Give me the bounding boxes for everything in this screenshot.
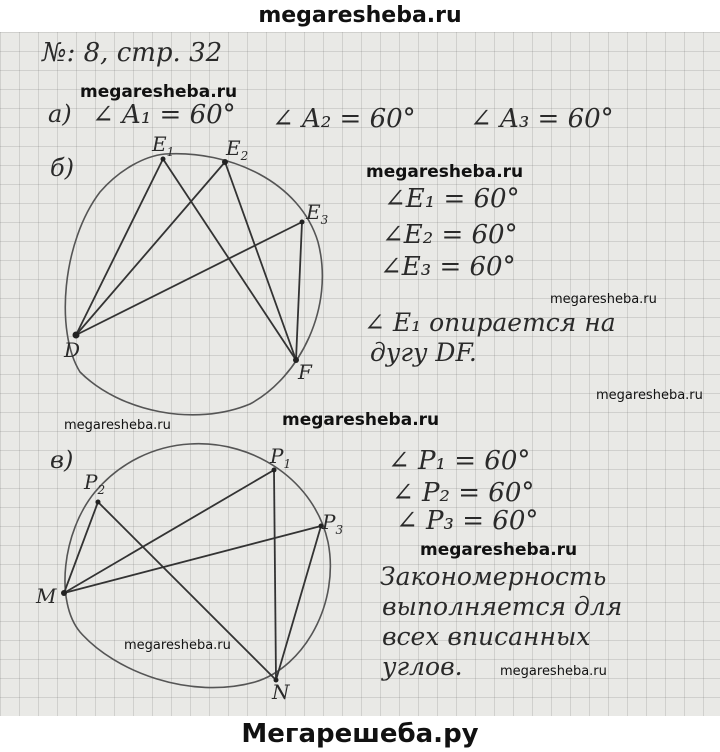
angle-p2: ∠ P₂ = 60° [392, 478, 535, 508]
angle-p3: ∠ P₃ = 60° [396, 506, 539, 536]
chord-m-p3 [64, 526, 321, 593]
point-label-e2: $E_2$ [226, 136, 249, 163]
conclusion-line-4: углов. [382, 652, 463, 681]
watermark-7: megaresheba.ru [420, 540, 578, 560]
point-label-d: D [64, 338, 81, 362]
watermark-9: megaresheba.ru [500, 664, 607, 679]
point-label-e3: $E_3$ [306, 200, 329, 227]
site-footer: Мегарешеба.ру [0, 716, 720, 752]
conclusion-line-3: всех вписанных [382, 622, 591, 651]
chord-e3-f [296, 222, 302, 360]
chord-d-e2 [76, 162, 225, 335]
angle-a1: ∠ A₁ = 60° [92, 100, 236, 130]
site-header: megaresheba.ru [0, 0, 720, 32]
circle-b [65, 154, 322, 415]
part-c-marker: в) [50, 446, 74, 474]
chord-p1-n [274, 470, 276, 680]
part-b-marker: б) [50, 154, 75, 182]
angle-e2: ∠E₂ = 60° [382, 220, 518, 250]
watermark-3: megaresheba.ru [550, 292, 657, 307]
angle-e1: ∠E₁ = 60° [384, 184, 520, 214]
watermark-1: megaresheba.ru [80, 82, 238, 102]
chord-p3-n [276, 526, 321, 680]
point-label-e1: $E_1$ [152, 132, 175, 159]
angle-p1: ∠ P₁ = 60° [388, 446, 531, 476]
point-label-f: F [298, 360, 312, 384]
point-label-p1: $P_1$ [270, 444, 292, 471]
conclusion-line-1: Закономерность [380, 562, 607, 591]
task-number: №: 8, стр. 32 [42, 38, 223, 68]
watermark-4: megaresheba.ru [596, 388, 703, 403]
angle-a3: ∠ A₃ = 60° [470, 104, 614, 134]
watermark-8: megaresheba.ru [124, 638, 231, 653]
note-line-2: дугу DF. [370, 338, 477, 367]
angle-e3: ∠E₃ = 60° [380, 252, 516, 282]
watermark-5: megaresheba.ru [64, 418, 171, 433]
watermark-6: megaresheba.ru [282, 410, 440, 430]
part-a-marker: а) [48, 100, 72, 128]
notebook-page [0, 32, 720, 716]
point-label-p2: $P_2$ [84, 470, 106, 497]
conclusion-line-2: выполняется для [382, 592, 623, 621]
point-label-p3: $P_3$ [322, 510, 344, 537]
watermark-2: megaresheba.ru [366, 162, 524, 182]
note-line-1: ∠ E₁ опирается на [364, 308, 616, 337]
angle-a2: ∠ A₂ = 60° [272, 104, 416, 134]
chord-p2-n [98, 502, 276, 680]
point-label-m: M [36, 584, 57, 608]
chord-d-e1 [76, 159, 163, 335]
point-label-n: N [272, 680, 290, 704]
chord-e1-f [163, 159, 296, 360]
